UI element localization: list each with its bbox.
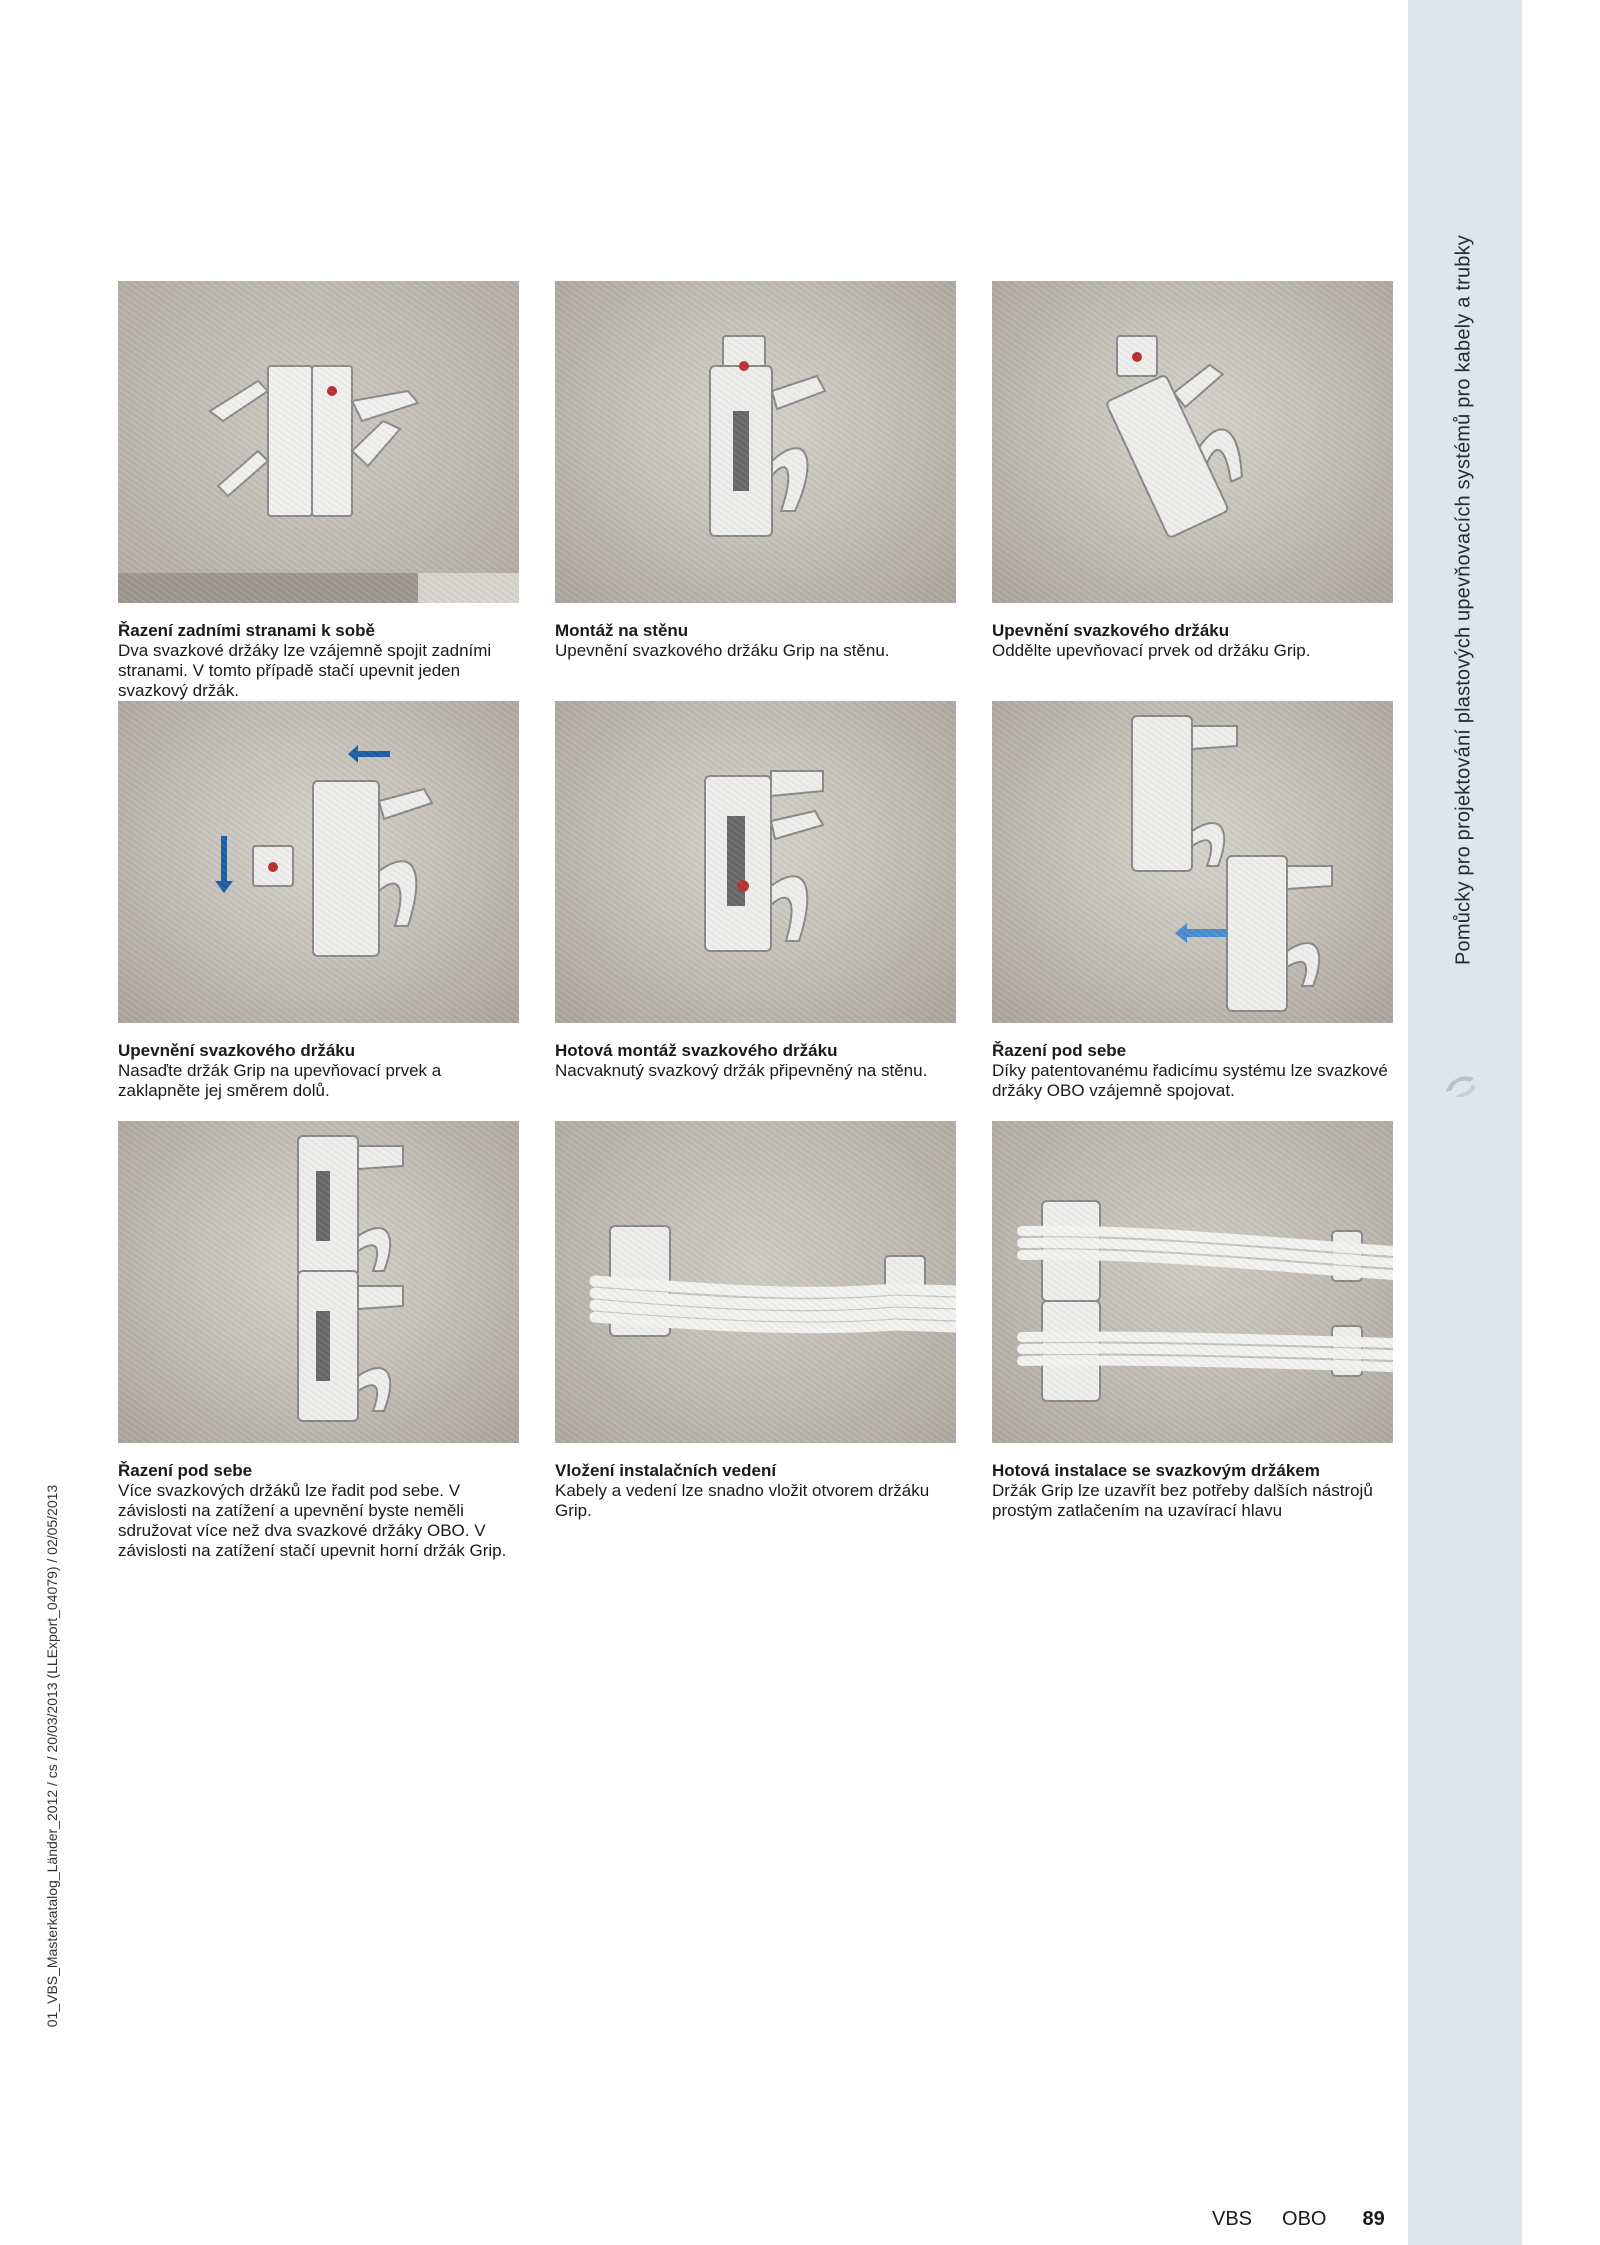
obo-logo-icon bbox=[1440, 1070, 1480, 1100]
instruction-card bbox=[992, 1121, 1393, 1541]
product-photo bbox=[992, 701, 1393, 1023]
caption-title: Hotová instalace se svazkovým držákem bbox=[992, 1461, 1320, 1480]
product-photo bbox=[555, 281, 956, 603]
instruction-card bbox=[555, 281, 956, 701]
instruction-card bbox=[118, 701, 519, 1121]
caption-title: Řazení pod sebe bbox=[118, 1461, 253, 1480]
instruction-card bbox=[992, 701, 1393, 1121]
product-photo bbox=[118, 1121, 519, 1443]
instruction-card bbox=[555, 701, 956, 1121]
caption-text: Nasaďte držák Grip na upevňovací prvek a zaklapněte jej směrem dolů. bbox=[118, 1061, 442, 1100]
product-photo bbox=[118, 701, 519, 1023]
caption-title: Montáž na stěnu bbox=[555, 621, 689, 640]
product-photo bbox=[992, 281, 1393, 603]
instruction-card bbox=[118, 281, 519, 701]
caption-title: Upevnění svazkového držáku bbox=[992, 621, 1230, 640]
caption-text: Více svazkových držáků lze řadit pod sebe. V závislosti na zatížení a upevnění byste neměli sdružovat více než dva svazkové držáky OBO. V závislosti na zatížení stačí upevnit horní držák Grip. bbox=[118, 1481, 507, 1560]
caption-text: Oddělte upevňovací prvek od držáku Grip. bbox=[992, 641, 1311, 660]
section-label: VBS bbox=[1212, 2208, 1253, 2230]
caption-text: Dva svazkové držáky lze vzájemně spojit zadními stranami. V tomto případě stačí upevnit jeden svazkový držák. bbox=[118, 641, 492, 700]
document-code: 01_VBS_Masterkatalog_Länder_2012 / cs / 20/03/2013 (LLExport_04079) / 02/05/2013 bbox=[44, 1484, 60, 2028]
instruction-grid bbox=[118, 281, 1393, 1560]
instruction-card bbox=[118, 1121, 519, 1560]
caption-title: Řazení zadními stranami k sobě bbox=[118, 621, 375, 640]
page-footer bbox=[1212, 2208, 1385, 2231]
caption-text: Kabely a vedení lze snadno vložit otvorem držáku Grip. bbox=[555, 1481, 930, 1520]
caption-title: Hotová montáž svazkového držáku bbox=[555, 1041, 838, 1060]
instruction-card bbox=[555, 1121, 956, 1541]
caption-title: Upevnění svazkového držáku bbox=[118, 1041, 356, 1060]
instruction-card bbox=[992, 281, 1393, 701]
caption-text: Upevnění svazkového držáku Grip na stěnu. bbox=[555, 641, 890, 660]
product-photo bbox=[555, 701, 956, 1023]
product-photo bbox=[992, 1121, 1393, 1443]
caption-text: Díky patentovanému řadicímu systému lze svazkové držáky OBO vzájemně spojovat. bbox=[992, 1061, 1388, 1100]
caption-text: Držák Grip lze uzavřít bez potřeby dalších nástrojů prostým zatlačením na uzavírací hlavu bbox=[992, 1481, 1373, 1520]
caption-title: Řazení pod sebe bbox=[992, 1041, 1127, 1060]
page-number: 89 bbox=[1362, 2208, 1385, 2230]
caption-text: Nacvaknutý svazkový držák připevněný na stěnu. bbox=[555, 1061, 928, 1080]
caption-title: Vložení instalačních vedení bbox=[555, 1461, 777, 1480]
sidebar-title: Pomůcky pro projektování plastových upevňovacích systémů pro kabely a trubky bbox=[1452, 235, 1475, 965]
brand-label: OBO bbox=[1282, 2208, 1327, 2230]
product-photo bbox=[118, 281, 519, 603]
product-photo bbox=[555, 1121, 956, 1443]
